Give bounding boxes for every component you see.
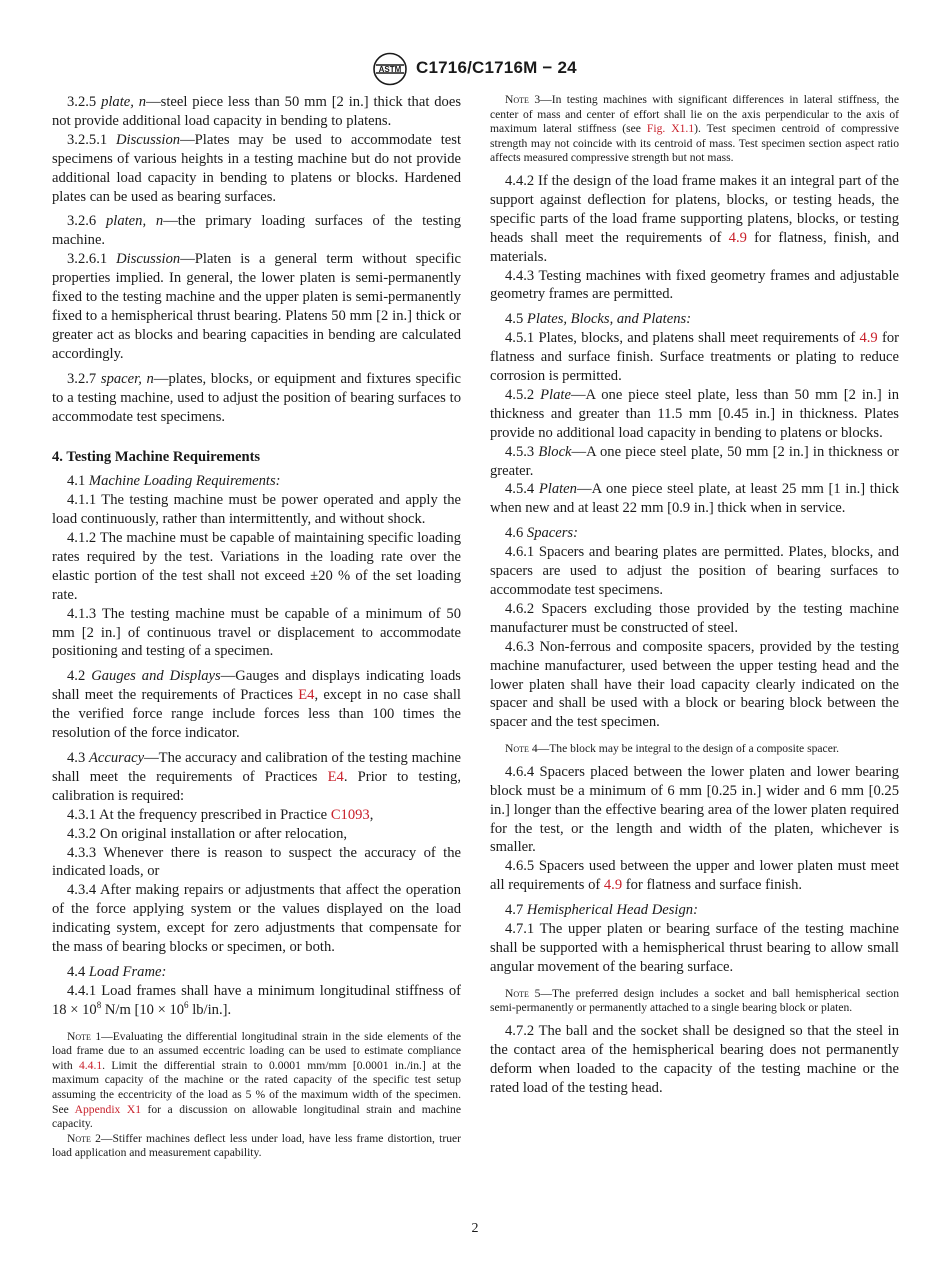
section-4-4-1: 4.4.1 Load frames shall have a minimum longitudinal stiffness of $18 \times 10^8$ N/m [$10 \times 10^6$ lb/in.]. — [52, 982, 461, 1018]
section-4-5-3: 4.5.3 Block—A one piece steel plate, 50 mm [2 in.] in thickness or greater. — [490, 443, 899, 479]
section-4-3: 4.3 Accuracy—The accuracy and calibration of the testing machine shall meet the requirements of Practices E4. Prior to testing, calibration is required: — [52, 750, 461, 804]
note-5: Note 5—The preferred design includes a socket and ball hemispherical section semi-permanently or permanently attached to a single bearing block or platen. — [490, 986, 899, 1015]
section-4-6-4: 4.6.4 Spacers placed between the lower platen and lower bearing block must be a minimum of 6 mm [0.25 in.] wider and 6 mm [0.25 in.] longer than the effective bearing area of the lower platen required for the test, or the length and width of the platen, whichever is smaller. — [490, 763, 899, 856]
section-4-4-3: 4.4.3 Testing machines with fixed geometry frames and adjustable geometry frames are permitted. — [490, 267, 899, 303]
link-4-9[interactable]: 4.9 — [859, 330, 878, 347]
link-4-4-1[interactable]: 4.4.1 — [78, 1058, 103, 1072]
section-4-6-1: 4.6.1 Spacers and bearing plates are permitted. Plates, blocks, and spacers are used to adjust the position of bearing surfaces to accommodate test specimens. — [490, 544, 899, 598]
note-1: Note 1—Evaluating the differential longitudinal strain in the side elements of the load frame due to an assumed eccentric loading can be used to estimate compliance with 4.4.1. Limit the differential strain to 0.0001 mm/mm [0.0001 in./in.] at the maximum capacity of the machine or the rated capacity of the specific test setup assuming the eccentricity of the load as 5 % of the maximum width of the specimen. See Appendix X1 for a discussion on allowable longitudinal strain and machine capacity. — [52, 1029, 462, 1131]
section-4-6-5: 4.6.5 Spacers used between the upper and lower platen must meet all requirements of 4.9 for flatness and surface finish. — [490, 858, 899, 894]
section-4-5: 4.5 Plates, Blocks, and Platens: — [505, 311, 692, 328]
section-4-7: 4.7 Hemispherical Head Design: — [505, 902, 698, 919]
link-e4[interactable]: E4 — [298, 687, 315, 704]
astm-logo-icon — [372, 52, 408, 86]
section-4-3-3: 4.3.3 Whenever there is reason to suspect the accuracy of the indicated loads, or — [52, 844, 461, 880]
section-4-1-2: 4.1.2 The machine must be capable of maintaining specific loading rates required by the test. Variations in the loading rate over the elastic portion of the test shall not exceed ±20 % of the set loading rate. — [52, 530, 461, 603]
page-header — [0, 52, 950, 86]
section-4-6: 4.6 Spacers: — [505, 525, 578, 542]
logo-text: ASTM — [378, 65, 402, 74]
link-e4[interactable]: E4 — [327, 768, 344, 785]
section-4-1-1: 4.1.1 The testing machine must be power operated and apply the load continuously, rather than intermittently, and without shock. — [52, 492, 461, 528]
section-4-5-4: 4.5.4 Platen—A one piece steel plate, at least 25 mm [1 in.] thick when new and at least 22 mm [0.9 in.] thick when in service. — [490, 481, 899, 517]
section-4-3-2: 4.3.2 On original installation or after relocation, — [67, 825, 348, 842]
note-3: Note 3—In testing machines with significant differences in lateral stiffness, the center of mass and center of effort shall lie on the axis perpendicular to the axis of maximum lateral stiffness (see Fig. X1.1). Test specimen centroid of compressive strength may not coincide with its centroid of mass. Test specimen section aspect ratio affects measured compressive strength but not mass. — [490, 93, 899, 165]
section-4-1: 4.1 Machine Loading Requirements: — [67, 473, 281, 490]
link-4-9[interactable]: 4.9 — [603, 877, 623, 894]
discussion-3-2-5-1: 3.2.5.1 Discussion—Plates may be used to accommodate test specimens of various heights in a testing machine but do not provide additional load capacity in bending to platens or blocks. Hardened plates can be used as bearing surfaces. — [52, 131, 461, 205]
right-column — [490, 93, 899, 1098]
section-4-3-4: 4.3.4 After making repairs or adjustments that affect the operation of the force applying system or the values displayed on the load indicating system, except for zero adjustments that compensate for the mass of bearing blocks or specimen, or both. — [52, 882, 461, 956]
section-4-7-2: 4.7.2 The ball and the socket shall be designed so that the steel in the contact area of the hemispherical bearing does not permanently deform when loaded to the capacity of the testing machine or the rated load of the testing head. — [490, 1023, 899, 1096]
discussion-3-2-6-1: 3.2.6.1 Discussion—Platen is a general term without specific properties implied. In general, the lower platen is semi-permanently fixed to the testing machine and the upper platen is semi-permanently fixed to a hemispherical thrust bearing. Platens 50 mm [2 in.] thick or greater act as blocks and bearing capacities in bending are calculated accordingly. — [52, 251, 461, 362]
section-4-2: 4.2 Gauges and Displays—Gauges and displays indicating loads shall meet the requirements of Practices E4, except in no case shall the verified force range include forces less than 100 times the resolution of the force indicator. — [52, 668, 461, 742]
link-appendix-x1[interactable]: Appendix X1 — [74, 1102, 142, 1116]
note-2: Note 2—Stiffer machines deflect less under load, have less frame distortion, truer load application and measurement capability. — [52, 1131, 461, 1160]
section-4-1-3: 4.1.3 The testing machine must be capable of a minimum of 50 mm [2 in.] of continuous travel or displacement to accommodate positioning and testing of a specimen. — [52, 605, 461, 660]
section-4-5-1: 4.5.1 Plates, blocks, and platens shall meet requirements of 4.9 for flatness and surface finish. Surface treatments or plating to reduce corrosion is permitted. — [490, 330, 899, 385]
section-4-6-3: 4.6.3 Non-ferrous and composite spacers, provided by the testing machine manufacturer, used between the upper testing head and the lower platen shall have their load capacity clearly indicated on the spacer and shall be used with a block or bearing block between the spacer and the test specimen. — [490, 638, 899, 731]
section-4-heading: 4. Testing Machine Requirements — [52, 449, 261, 466]
link-c1093[interactable]: C1093 — [330, 806, 370, 823]
page-number: 2 — [471, 1221, 479, 1236]
section-4-4-2: 4.4.2 If the design of the load frame makes it an integral part of the support against deflection for platens, blocks, or testing heads, the specific parts of the load frame supporting platens, blocks, or testing heads shall meet the requirements of 4.9 for flatness, finish, and materials. — [490, 172, 899, 265]
note-4: Note 4—The block may be integral to the design of a composite spacer. — [505, 742, 839, 756]
definition-3-2-7: 3.2.7 spacer, n—plates, blocks, or equipment and fixtures specific to a testing machine, used to adjust the position of bearing surfaces to accommodate test specimens. — [52, 370, 461, 425]
link-fig-x1-1[interactable]: Fig. X1.1 — [646, 122, 695, 136]
section-4-6-2: 4.6.2 Spacers excluding those provided by the testing machine manufacturer must be constructed of steel. — [490, 600, 899, 636]
left-column — [52, 93, 461, 1161]
section-4-5-2: 4.5.2 Plate—A one piece steel plate, less than 50 mm [2 in.] in thickness and greater than 11.5 mm [0.45 in.] in thickness. Plates provide no additional load capacity in bending to platens or blocks. — [490, 386, 899, 441]
section-4-7-1: 4.7.1 The upper platen or bearing surface of the testing machine shall be supported with a hemispherical thrust bearing to allow small angular movement of the bearing surface. — [490, 921, 899, 975]
link-4-9[interactable]: 4.9 — [728, 229, 747, 246]
section-4-4: 4.4 Load Frame: — [67, 963, 167, 980]
section-4-3-1: 4.3.1 At the frequency prescribed in Practice C1093, — [67, 806, 374, 823]
definition-3-2-5: 3.2.5 plate, n—steel piece less than 50 mm [2 in.] thick that does not provide additional load capacity in bending to platens. — [52, 94, 461, 129]
definition-3-2-6: 3.2.6 platen, n—the primary loading surfaces of the testing machine. — [52, 213, 462, 249]
document-designation: C1716/C1716M − 24 — [416, 58, 577, 77]
